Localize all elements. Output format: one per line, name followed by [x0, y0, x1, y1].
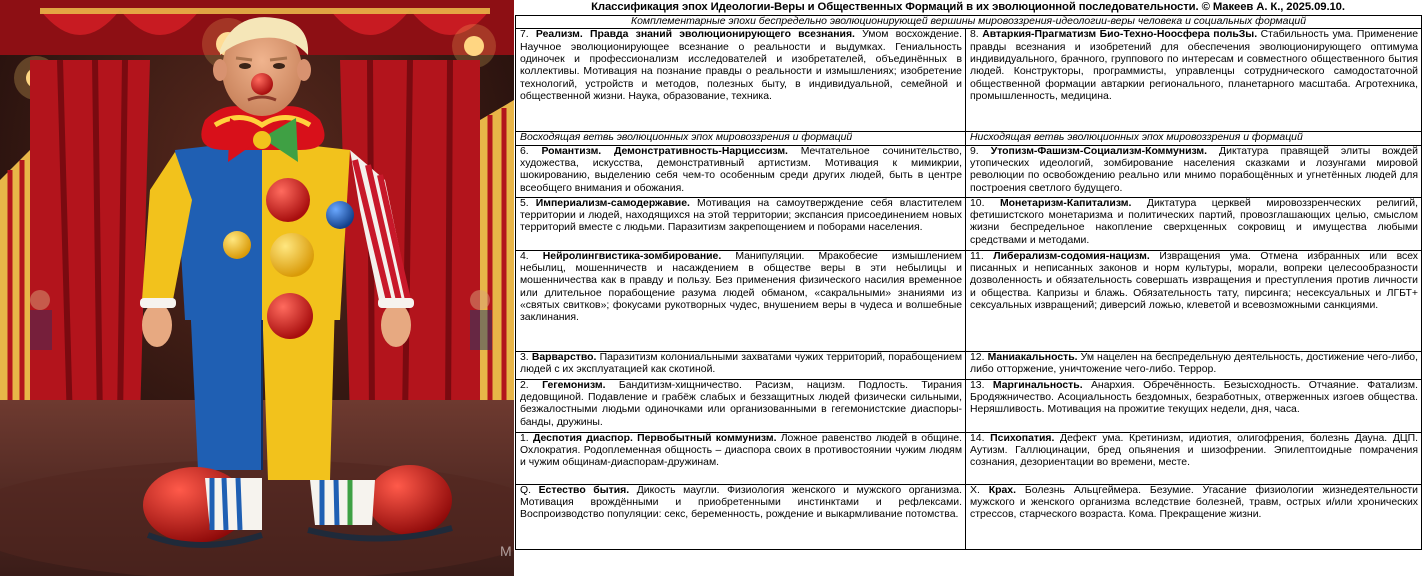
epoch-cell-left: [516, 432, 966, 484]
epoch-cell-right: [966, 379, 1422, 432]
epoch-title: Крах.: [988, 484, 1017, 496]
epoch-number: 11.: [970, 250, 984, 262]
epoch-description: Манипуляции. Мракобесие измышлением небылиц, мошенничеств и насаждением в обществе веры в эти небылицы и мошенничества как в правду и пользу. Без применения физического насилия временное или длительное порабощение разума людей обманом, «сакральными» знаниями из «святых свитков»; фокусами рукотворных чудес, внушением веры в чудеса и волшебные заклинания.: [520, 250, 962, 324]
epoch-number: 2.: [520, 379, 529, 391]
classification-document: [515, 0, 1421, 576]
clown-illustration: [0, 0, 514, 576]
epoch-title: Романтизм. Демонстративность-Нарциссизм.: [541, 145, 788, 157]
epoch-cell-right: [966, 432, 1422, 484]
epoch-title: Утопизм-Фашизм-Социализм-Коммунизм.: [990, 145, 1208, 157]
table-row: [516, 29, 1422, 132]
epoch-cell-left: [516, 484, 966, 549]
epoch-description: Ложное равенство людей в общине. Охлократия. Родоплеменная общность – диаспора своих в противостоянии чужим людям и чужим общинам-диаспорам-дружинам.: [520, 432, 962, 469]
epoch-description: Дикость маугли. Физиология женского и мужского организма. Мотивация врождёнными и приобретенными инстинктами и рефлексами. Воспроизводство популяции: секс, беременность, рождение и выкармливание потомства.: [520, 484, 962, 521]
epoch-description: Анархия. Обречённость. Безысходность. Отчаяние. Фатализм. Бродяжничество. Асоциальность бездомных, безработных, отверженных изгоев общества. Неряшливость. Мотивация на прожитие текущих недели, дня, часа.: [970, 379, 1419, 416]
epoch-title: Психопатия.: [990, 432, 1055, 444]
epoch-description: Болезнь Альцгеймера. Безумие. Угасание физиологии жизнедеятельности мужского и женского организма вследствие болезней, травм, острых и/или хронических стрессов, старческого возраста. Кома. Прекращение жизни.: [970, 484, 1419, 521]
epoch-description: Мотивация на самоутверждение себя властителем территории и людей, находящихся на этой территории; экспансия присоединением новых территорий вместе с людьми. Паразитизм закрепощением и поборами населения.: [520, 197, 962, 234]
pompom-yellow-icon: [223, 231, 251, 259]
epoch-number: 4.: [520, 250, 529, 262]
epoch-number: Q.: [520, 484, 532, 496]
curtain-right: [340, 60, 480, 420]
epoch-cell-right: [966, 250, 1422, 351]
epoch-description: Дефект ума. Кретинизм, идиотия, олигофрения, болезнь Дауна. ДЦП. Аутизм. Галлюцинации, бред опьянения и шизофрении. Эпилептоидные помрачения сознания, дезориентации во времени, месте.: [970, 432, 1419, 469]
epoch-number: 5.: [520, 197, 529, 209]
epoch-description: Стабильность ума. Применение правды всезнания и изобретений для обеспечения эволюционирующего оптимума индивидуального, брачного, группового по интересам и совместного общественного бытия людей. Конструкторы, программисты, управленцы сотруднического самодостаточной общественной формации автаркии регионального, планетарного масштаба. Агротехника, промышленность, медицина.: [970, 29, 1419, 103]
epoch-cell-right: [966, 197, 1422, 250]
epoch-cell-left: [516, 351, 966, 379]
left-sub-header: Восходящая ветвь эволюционных эпох мировоззрения и формаций: [516, 132, 966, 145]
epoch-title: Либерализм-содомия-нацизм.: [993, 250, 1150, 262]
epoch-title: Монетаризм-Капитализм.: [999, 197, 1132, 209]
table-row: [516, 250, 1422, 351]
epoch-description: Диктатура правящей элиты вождей утопических идеологий, зомбирование населения сказками и лозунгами мировой революции по освобождению реально или мнимо порабощённых и угнетённых людей для построения светлого будущего.: [970, 145, 1419, 194]
epoch-number: 8.: [970, 29, 979, 41]
epoch-cell-left: [516, 250, 966, 351]
epoch-title: Маниакальность.: [987, 351, 1078, 363]
red-nose-icon: [251, 73, 273, 95]
epoch-title: Нейролингвистика-зомбирование.: [542, 250, 722, 262]
epoch-cell-left: [516, 197, 966, 250]
epoch-title: Естество бытия.: [538, 484, 630, 496]
epoch-number: 3.: [520, 351, 529, 363]
epoch-title: Автаркия-Прагматизм Био-Техно-Ноосфера польЗы.: [982, 29, 1258, 41]
epoch-number: Х.: [970, 484, 980, 496]
epoch-number: 7.: [520, 29, 529, 41]
watermark: M: [500, 543, 512, 559]
table-row: [516, 197, 1422, 250]
epoch-number: 12.: [970, 351, 985, 363]
top-header: Комплементарные эпохи беспредельно эволюционирующей вершины мировоззрения-идеологии-веры человека и социальных формаций: [516, 16, 1422, 29]
epoch-description: Ум нацелен на беспредельную деятельность, достижение чего-либо, либо отторжение, уничтожение чего-либо. Террор.: [970, 351, 1419, 376]
epoch-description: Диктатура церквей мировоззренческих религий, фетишистского монетаризма и политических партий, провозглашающих целью, смыслом жизни беспредельное накопление сверхценных сокровищ и имущества любыми средствами и методами.: [970, 197, 1419, 246]
table-row: [516, 145, 1422, 197]
pompom-blue-icon: [326, 201, 354, 229]
epoch-title: Гегемонизм.: [542, 379, 606, 391]
epoch-cell-right: [966, 484, 1422, 549]
pompom-yellow-icon: [270, 233, 314, 277]
epoch-number: 14.: [970, 432, 985, 444]
epoch-title: Деспотия диаспор. Первобытный коммунизм.: [532, 432, 777, 444]
table-row: [516, 379, 1422, 432]
epoch-description: Извращения ума. Отмена избранных или всех писанных и неписанных законов и норм культуры, морали, вопреки целесообразности дозволенность и обязательность совершать извращения и преступления против личности и общества. Капризы и блажь. Обязательность тату, пирсинга; несексуальных и ЛГБТ+ сексуальных извращений; диверсий ложью, клеветой и всевозможными санкциями.: [970, 250, 1419, 312]
pompom-red-icon: [267, 293, 313, 339]
epoch-cell-left: [516, 379, 966, 432]
table-row: [516, 432, 1422, 484]
right-sub-header: Нисходящая ветвь эволюционных эпох мировоззрения и формаций: [966, 132, 1422, 145]
epoch-description: Умом восхождение. Научное эволюционирующее всезнание о реальности и выдумках. Гениальность одиночек и профессионализм исследователей и изобретателей, объединённых в коллективы. Мотивация на познание правды о реальности и измышлениях; изобретение технологий, устройств и методов, полезных быту, в индивидуальной, семейной и общественной жизни. Наука, образование, техника.: [520, 29, 963, 103]
epoch-cell-right: [966, 351, 1422, 379]
curtain-left: [30, 60, 150, 430]
pompom-red-icon: [266, 178, 310, 222]
epoch-description: Паразитизм колониальными захватами чужих территорий, порабощением людей с их эксплуатацией как скотиной.: [520, 351, 962, 376]
epoch-description: Бандитизм-хищничество. Расизм, нацизм. Подлость. Тирания дедовщиной. Подавление и грабёж слабых и беззащитных людей физически сильными, безжалостными людьми одиночками или организованными в гегемонистские диаспоры-банды, дружины.: [520, 379, 962, 428]
document-title: Классификация эпох Идеологии-Веры и Общественных Формаций в их эволюционной последовательности. © Макеев А. К., 2025.09.10.: [591, 1, 1345, 13]
classification-table: [515, 15, 1422, 550]
epoch-title: Реализм. Правда знаний эволюционирующего всезнания.: [535, 29, 855, 41]
epoch-cell-right: [966, 145, 1422, 197]
epoch-cell-left: [516, 145, 966, 197]
epoch-number: 6.: [520, 145, 529, 157]
epoch-number: 13.: [970, 379, 985, 391]
epoch-title: Империализм-самодержавие.: [535, 197, 690, 209]
table-row: [516, 484, 1422, 549]
epoch-cell-left: [516, 29, 966, 132]
epoch-title: Маргинальность.: [992, 379, 1083, 391]
epoch-description: Мечтательное сочинительство, художества, искусства, демонстративный артистизм. Мотивация к мимикрии, шокированию, выделению себя чем-то особенным среди других людей, быть в центре всеобщего внимания и обожания.: [520, 145, 963, 194]
epoch-number: 10.: [970, 197, 985, 209]
clown-circus-image: [0, 0, 514, 576]
epoch-title: Варварство.: [531, 351, 597, 363]
table-row: [516, 351, 1422, 379]
epoch-cell-right: [966, 29, 1422, 132]
epoch-number: 9.: [970, 145, 979, 157]
epoch-number: 1.: [520, 432, 529, 444]
